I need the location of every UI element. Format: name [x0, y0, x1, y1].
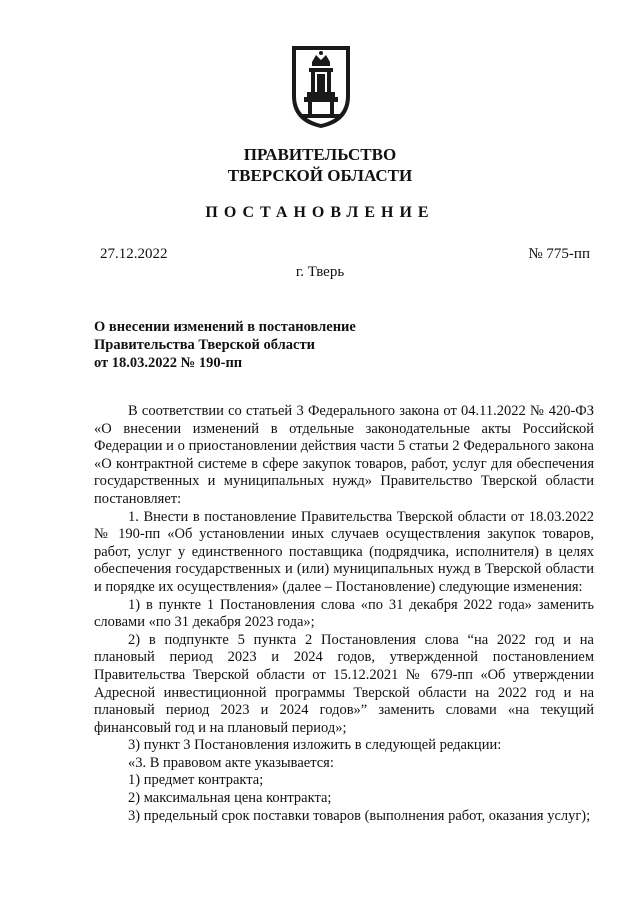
body-paragraph: 1. Внести в постановление Правительства Тверской области от 18.03.2022 № 190-пп «Об установлении иных случаев осуществления закупок товаров, работ, услуг у единственного поставщика (подрядчика, исполнителя) в целях обеспечения государственных и (или) муниципальных нужд в Тверской области и порядке их осуществления» (далее – Постановление) следующие изменения: — [94, 508, 594, 595]
document-type: ПОСТАНОВЛЕНИЕ — [205, 204, 435, 221]
body-paragraph: 1) предмет контракта; — [128, 772, 264, 789]
body-paragraph: «3. В правовом акте указывается: — [128, 754, 334, 771]
body-paragraph: 1) в пункте 1 Постановления слова «по 31 декабря 2022 года» заменить словами «по 31 декабря 2023 года»; — [94, 596, 594, 631]
body-paragraph: 3) предельный срок поставки товаров (выполнения работ, оказания услуг); — [128, 807, 591, 824]
org-name-line1: ПРАВИТЕЛЬСТВО — [243, 145, 397, 164]
body-paragraph: 2) максимальная цена контракта; — [128, 790, 332, 807]
subject-line: О внесении изменений в постановление — [94, 319, 356, 335]
org-name-line2: ТВЕРСКОЙ ОБЛАСТИ — [227, 166, 413, 185]
body-paragraph: 3) пункт 3 Постановления изложить в следующей редакции: — [128, 737, 502, 754]
body-paragraph: 2) в подпункте 5 пункта 2 Постановления слова “на 2022 год и на плановый период 2023 и 2024 годов, утвержденной постановлением Правительства Тверской области от 15.12.2021 № 679-пп «Об утверждении Адресной инвестиционной программы Тверской области на 2022 год и на плановый период 2023 и 2024 годов»” заменить словами «на текущий финансовый год и на плановый период»; — [94, 631, 594, 736]
document-subject — [94, 318, 494, 372]
document-date: 27.12.2022 — [100, 246, 168, 262]
subject-line: Правительства Тверской области — [94, 337, 315, 353]
subject-line: от 18.03.2022 № 190-пп — [94, 355, 243, 371]
document-number: № 775-пп — [528, 246, 590, 262]
document-body — [94, 403, 594, 825]
coat-of-arms-emblem — [290, 44, 352, 130]
document-city: г. Тверь — [295, 264, 345, 280]
body-paragraph: В соответствии со статьей 3 Федерального закона от 04.11.2022 № 420-ФЗ «О внесении изменений в отдельные законодательные акты Российской Федерации и о приостановлении действия части 5 статьи 2 Федерального закона «О контрактной системе в сфере закупок товаров, работ, услуг для обеспечения государственных и муниципальных нужд» Правительство Тверской области постановляет: — [94, 403, 594, 507]
